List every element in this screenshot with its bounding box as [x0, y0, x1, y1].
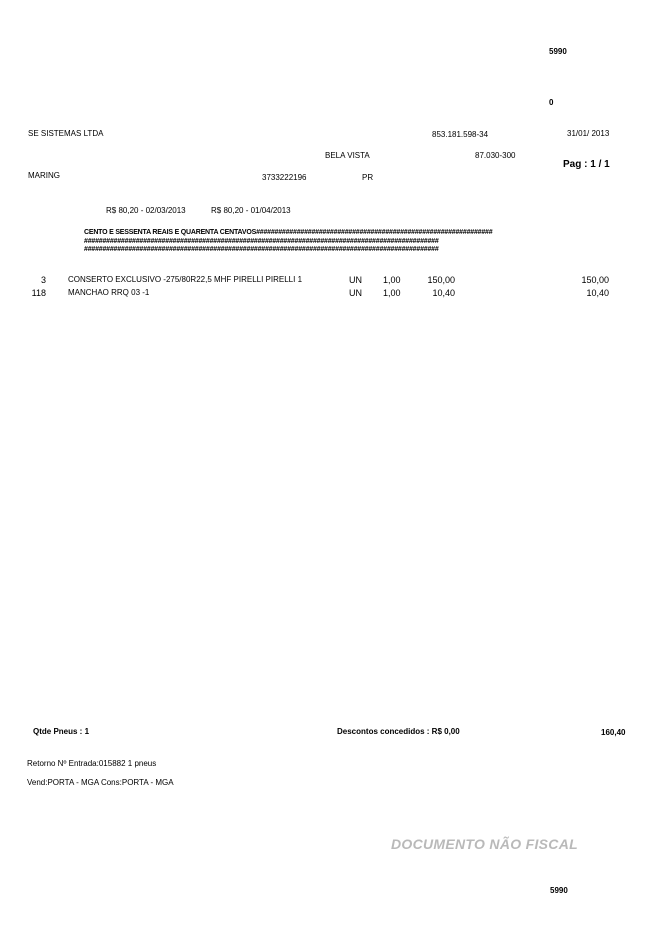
grand-total: 160,40	[601, 728, 626, 737]
amount-in-words-line3: ################################################################################################	[84, 246, 439, 253]
item-price: 150,00	[427, 275, 455, 285]
zip-code: 87.030-300	[475, 151, 516, 160]
page-indicator: Pag : 1 / 1	[563, 159, 610, 170]
item-unit: UN	[349, 275, 362, 285]
vendor-info: Vend:PORTA - MGA Cons:PORTA - MGA	[27, 778, 174, 787]
item-total: 10,40	[586, 288, 609, 298]
amount-in-words-line1: CENTO E SESSENTA REAIS E QUARENTA CENTAVOS################################################################	[84, 229, 493, 236]
installment-1: R$ 80,20 - 02/03/2013	[106, 206, 186, 215]
item-unit: UN	[349, 288, 362, 298]
phone: 3733222196	[262, 173, 307, 182]
non-fiscal-watermark: DOCUMENTO NÃO FISCAL	[391, 836, 578, 852]
item-qty: 3	[40, 275, 46, 285]
company-name: SE SISTEMAS LTDA	[28, 129, 104, 138]
zero-value: 0	[549, 98, 554, 107]
city: MARING	[28, 171, 60, 180]
tires-quantity: Qtde Pneus : 1	[33, 727, 90, 736]
item-description: CONSERTO EXCLUSIVO -275/80R22,5 MHF PIRELLI PIRELLI 1	[68, 275, 303, 284]
item-amount: 1,00	[383, 275, 401, 285]
document-number-top: 5990	[549, 47, 567, 56]
state: PR	[362, 173, 374, 182]
discount-info: Descontos concedidos : R$ 0,00	[337, 727, 460, 736]
amount-in-words-line2: ################################################################################################	[84, 238, 439, 245]
item-price: 10,40	[432, 288, 455, 298]
district: BELA VISTA	[325, 151, 370, 160]
document-date: 31/01/ 2013	[567, 129, 610, 138]
item-description: MANCHAO RRQ 03 -1	[68, 288, 150, 297]
return-note: Retorno Nº Entrada:015882 1 pneus	[27, 759, 157, 768]
document-id: 853.181.598-34	[432, 130, 489, 139]
item-amount: 1,00	[383, 288, 401, 298]
installment-2: R$ 80,20 - 01/04/2013	[211, 206, 291, 215]
item-qty: 118	[31, 288, 46, 298]
item-total: 150,00	[581, 275, 609, 285]
document-number-bottom: 5990	[550, 886, 568, 895]
